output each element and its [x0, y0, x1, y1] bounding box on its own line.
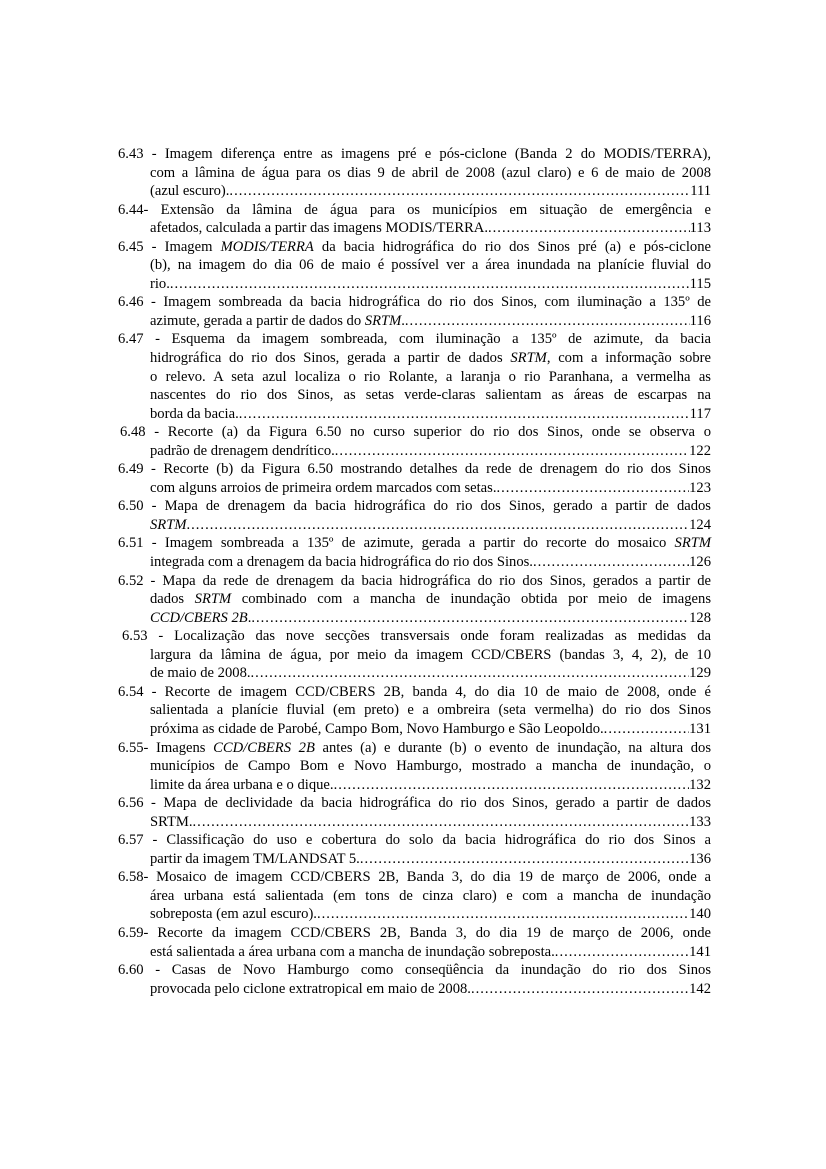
- toc-entry-text: limite da área urbana e o dique.: [150, 776, 334, 793]
- dot-leader: [186, 516, 689, 535]
- page-number: 117: [689, 405, 711, 422]
- toc-entry-text: (azul escuro).: [150, 183, 230, 200]
- toc-entry-last-line: [118, 664, 711, 683]
- dot-leader: [193, 813, 690, 832]
- toc-entry-line: [118, 145, 711, 164]
- page-number: 113: [689, 220, 711, 237]
- toc-entry-text: afetados, calculada a partir das imagens MODIS/TERRA.: [150, 220, 488, 237]
- toc-entry-last-line: [118, 553, 711, 572]
- toc-entry-text: rio.: [150, 275, 170, 292]
- toc-entry-text: com alguns arroios de primeira ordem marcados com setas.: [150, 479, 497, 496]
- toc-entry[interactable]: [118, 201, 711, 238]
- toc-entry-text: 6.58- Mosaico de imagem CCD/CBERS 2B, Banda 3, do dia 19 de março de 2006, onde a: [118, 869, 711, 886]
- toc-entry-line: [118, 368, 711, 387]
- page-number: 124: [689, 516, 711, 533]
- toc-entry-text: o relevo. A seta azul localiza o rio Rolante, a laranja o rio Paranhana, a vermelha as: [150, 368, 711, 385]
- toc-entry-line: [118, 627, 711, 646]
- toc-entry-text: 6.53 - Localização das nove secções transversais onde foram realizadas as medidas da: [122, 628, 711, 645]
- dot-leader: [334, 776, 690, 795]
- page-number: 128: [689, 609, 711, 626]
- toc-entry[interactable]: [118, 683, 711, 739]
- toc-entry-last-line: [118, 219, 711, 238]
- toc-entry-text: 6.55- Imagens CCD/CBERS 2B antes (a) e durante (b) o evento de inundação, na altura dos: [118, 739, 711, 756]
- toc-entry-text: 6.45 - Imagem MODIS/TERRA da bacia hidrográfica do rio dos Sinos pré (a) e pós-ciclone: [118, 238, 711, 255]
- toc-entry-text: 6.59- Recorte da imagem CCD/CBERS 2B, Banda 3, do dia 19 de março de 2006, onde: [118, 924, 711, 941]
- toc-entry[interactable]: [118, 534, 711, 571]
- toc-entry[interactable]: [118, 739, 711, 795]
- toc-entry[interactable]: [118, 238, 711, 294]
- toc-entry-text: 6.44- Extensão da lâmina de água para os municípios em situação de emergência e: [118, 201, 711, 218]
- toc-entry-text: 6.48 - Recorte (a) da Figura 6.50 no curso superior do rio dos Sinos, onde se observa o: [120, 424, 711, 441]
- dot-leader: [533, 553, 689, 572]
- dot-leader: [360, 850, 689, 869]
- dot-leader: [604, 720, 689, 739]
- toc-entry[interactable]: [118, 145, 711, 201]
- toc-entry-text: 6.56 - Mapa de declividade da bacia hidrográfica do rio dos Sinos, gerado a partir de dados: [118, 795, 711, 812]
- toc-entry-text: 6.43 - Imagem diferença entre as imagens pré e pós-ciclone (Banda 2 do MODIS/TERRA),: [118, 146, 711, 162]
- page-number: 136: [689, 850, 711, 867]
- dot-leader: [251, 664, 690, 683]
- toc-entry-line: [118, 757, 711, 776]
- toc-entry-text: 6.50 - Mapa de drenagem da bacia hidrográfica do rio dos Sinos, gerado a partir de dados: [118, 498, 711, 515]
- page-number: 133: [689, 813, 711, 830]
- table-of-figures: [118, 145, 711, 998]
- toc-entry-text: partir da imagem TM/LANDSAT 5.: [150, 850, 360, 867]
- page-number: 122: [689, 442, 711, 459]
- toc-entry-line: [118, 293, 711, 312]
- toc-entry-text: padrão de drenagem dendrítico.: [150, 442, 335, 459]
- toc-entry-text: 6.57 - Classificação do uso e cobertura do solo da bacia hidrográfica do rio dos Sinos a: [118, 832, 711, 849]
- toc-entry[interactable]: [118, 572, 711, 628]
- toc-entry-text: largura da lâmina de água, por meio da imagem CCD/CBERS (bandas 3, 4, 2), de 10: [150, 646, 711, 663]
- toc-entry-text: de maio de 2008.: [150, 665, 251, 682]
- toc-entry-line: [118, 256, 711, 275]
- toc-entry-last-line: [118, 442, 711, 461]
- toc-entry-text: integrada com a drenagem da bacia hidrográfica do rio dos Sinos.: [150, 554, 533, 571]
- dot-leader: [497, 479, 690, 498]
- page-number: 126: [689, 554, 711, 571]
- toc-entry[interactable]: [118, 831, 711, 868]
- toc-entry[interactable]: [118, 460, 711, 497]
- toc-entry-last-line: [118, 980, 711, 999]
- toc-entry-last-line: [118, 275, 711, 294]
- toc-entry-last-line: [118, 850, 711, 869]
- toc-entry-line: [118, 590, 711, 609]
- toc-entry-text: 6.47 - Esquema da imagem sombreada, com iluminação a 135º de azimute, da bacia: [118, 331, 711, 348]
- toc-entry-last-line: [118, 720, 711, 739]
- toc-entry-line: [118, 924, 711, 943]
- dot-leader: [405, 312, 690, 331]
- toc-entry-text: dados SRTM combinado com a mancha de inundação obtida por meio de imagens: [150, 591, 711, 608]
- toc-entry[interactable]: [118, 423, 711, 460]
- toc-entry-text: hidrográfica do rio dos Sinos, gerada a partir de dados SRTM, com a informação sobre: [150, 350, 711, 367]
- toc-entry-last-line: [118, 943, 711, 962]
- toc-entry-line: [118, 831, 711, 850]
- toc-entry[interactable]: [118, 293, 711, 330]
- page-number: 141: [689, 943, 711, 960]
- toc-entry-last-line: [118, 312, 711, 331]
- toc-entry-last-line: [118, 905, 711, 924]
- toc-entry[interactable]: [118, 330, 711, 423]
- toc-entry-text: 6.54 - Recorte de imagem CCD/CBERS 2B, banda 4, do dia 10 de maio de 2008, onde é: [118, 683, 711, 700]
- toc-entry-line: [118, 887, 711, 906]
- toc-entry-text: 6.60 - Casas de Novo Hamburgo como conseqüência da inundação do rio dos Sinos: [118, 962, 711, 979]
- toc-entry-last-line: [118, 609, 711, 628]
- toc-entry-line: [118, 460, 711, 479]
- toc-entry-line: [118, 961, 711, 980]
- toc-entry-text: salientada a planície fluvial (em preto) e a ombreira (seta vermelha) do rio dos Sinos: [150, 702, 711, 719]
- toc-entry-line: [118, 238, 711, 257]
- page-number: 140: [689, 906, 711, 923]
- toc-entry-last-line: [118, 516, 711, 535]
- toc-entry[interactable]: [118, 794, 711, 831]
- page-number: 131: [689, 720, 711, 737]
- toc-entry-text: 6.51 - Imagem sombreada a 135º de azimute, gerada a partir do recorte do mosaico SRTM: [118, 535, 711, 552]
- toc-entry-last-line: [118, 479, 711, 498]
- toc-entry-text: provocada pelo ciclone extratropical em maio de 2008.: [150, 980, 471, 997]
- page-number: 111: [690, 183, 711, 200]
- toc-entry-text: (b), na imagem do dia 06 de maio é possível ver a área inundada na planície fluvial do: [150, 257, 711, 274]
- toc-entry[interactable]: [118, 924, 711, 961]
- toc-entry-last-line: [118, 776, 711, 795]
- dot-leader: [239, 405, 690, 424]
- dot-leader: [229, 182, 690, 201]
- toc-entry-text: 6.46 - Imagem sombreada da bacia hidrográfica do rio dos Sinos, com iluminação a 135º de: [118, 294, 711, 311]
- toc-entry-text: com a lâmina de água para os dias 9 de abril de 2008 (azul claro) e 6 de maio de 2008: [150, 164, 711, 181]
- page-number: 115: [689, 275, 711, 292]
- toc-entry-text: SRTM: [150, 516, 187, 533]
- toc-entry-line: [118, 794, 711, 813]
- toc-entry-last-line: [118, 813, 711, 832]
- toc-entry-text: borda da bacia.: [150, 405, 239, 422]
- toc-entry-text: área urbana está salientada (em tons de cinza claro) e com a mancha de inundação: [150, 887, 711, 904]
- toc-entry-text: CCD/CBERS 2B.: [150, 609, 252, 626]
- dot-leader: [317, 905, 689, 924]
- dot-leader: [170, 275, 690, 294]
- page-number: 132: [689, 776, 711, 793]
- toc-entry-line: [118, 739, 711, 758]
- toc-entry-text: próxima as cidade de Parobé, Campo Bom, Novo Hamburgo e São Leopoldo.: [150, 720, 604, 737]
- page-number: 142: [689, 980, 711, 997]
- toc-entry-line: [118, 386, 711, 405]
- toc-entry-text: nascentes do rio dos Sinos, as setas verde-claras salientam as áreas de escarpas na: [150, 387, 711, 404]
- toc-entry-last-line: [118, 405, 711, 424]
- toc-entry-line: [118, 349, 711, 368]
- toc-entry[interactable]: [118, 961, 711, 998]
- toc-entry-text: 6.52 - Mapa da rede de drenagem da bacia hidrográfica do rio dos Sinos, gerados a partir de: [118, 572, 711, 589]
- dot-leader: [335, 442, 689, 461]
- dot-leader: [488, 219, 690, 238]
- toc-entry-text: 6.49 - Recorte (b) da Figura 6.50 mostrando detalhes da rede de drenagem do rio dos Sinos: [118, 461, 711, 478]
- toc-entry-line: [118, 201, 711, 220]
- toc-entry-text: municípios de Campo Bom e Novo Hamburgo, mostrado a mancha de inundação, o: [150, 758, 711, 775]
- toc-entry-line: [118, 572, 711, 591]
- page-number: 116: [689, 312, 711, 329]
- dot-leader: [471, 980, 689, 999]
- dot-leader: [251, 609, 689, 628]
- dot-leader: [555, 943, 689, 962]
- toc-entry-text: azimute, gerada a partir de dados do SRTM.: [150, 312, 405, 329]
- toc-entry-text: SRTM.: [150, 813, 193, 830]
- toc-entry-line: [118, 701, 711, 720]
- toc-entry-line: [118, 497, 711, 516]
- toc-entry-line: [118, 423, 711, 442]
- toc-entry-line: [118, 534, 711, 553]
- toc-entry[interactable]: [118, 627, 711, 683]
- toc-entry-line: [118, 683, 711, 702]
- page-number: 129: [689, 665, 711, 682]
- toc-entry-line: [118, 646, 711, 665]
- toc-entry-text: sobreposta (em azul escuro).: [150, 906, 317, 923]
- toc-entry[interactable]: [118, 497, 711, 534]
- page-number: 123: [689, 479, 711, 496]
- toc-entry-text: está salientada a área urbana com a mancha de inundação sobreposta.: [150, 943, 555, 960]
- toc-entry-line: [118, 330, 711, 349]
- toc-entry-last-line: [118, 182, 711, 201]
- toc-entry-line: [118, 868, 711, 887]
- toc-entry-line: [118, 164, 711, 183]
- toc-entry[interactable]: [118, 868, 711, 924]
